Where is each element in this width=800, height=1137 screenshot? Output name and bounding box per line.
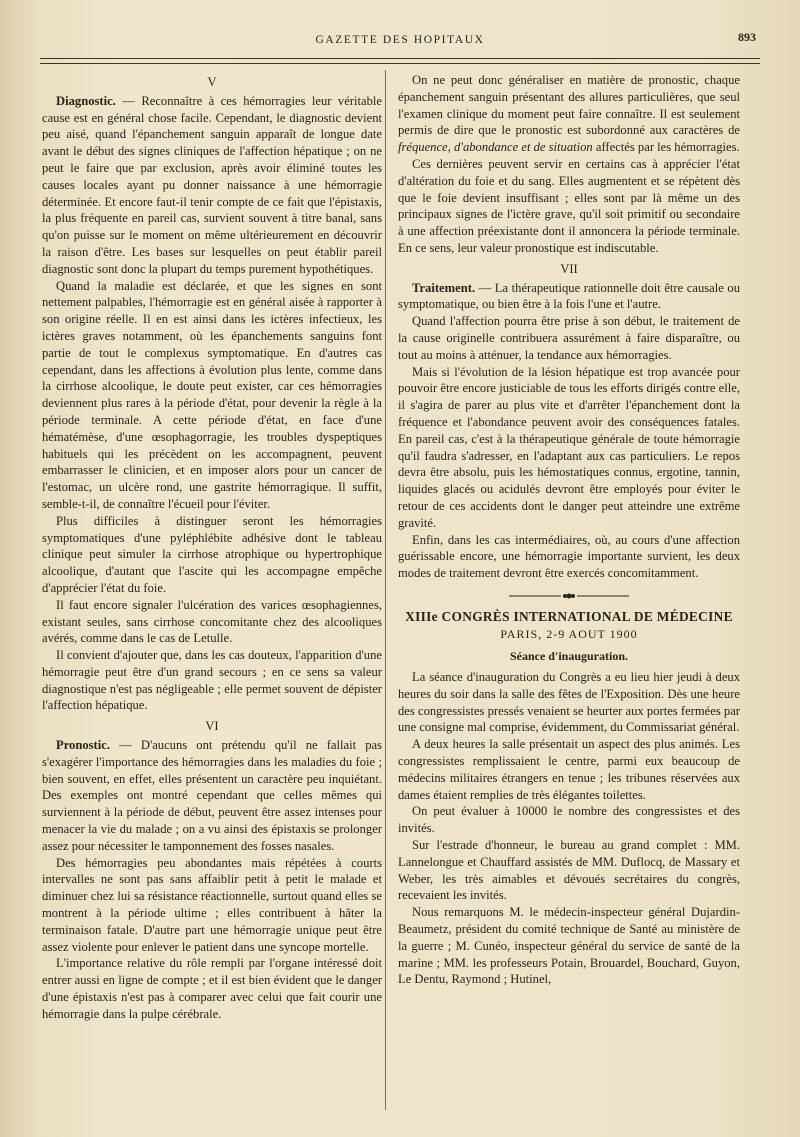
- treatment-paragraph: [398, 280, 740, 314]
- text-run: ,: [447, 140, 454, 155]
- ornament-icon: [509, 592, 629, 600]
- header-rule: [40, 58, 760, 64]
- section-number-vii: VII: [560, 261, 578, 276]
- italic-term: fréquence: [398, 140, 448, 155]
- section-number-v: V: [207, 75, 217, 89]
- paragraph: Des hémorragies peu abondantes mais répétées à courts intervalles ne sont pas sans affaiblir petit à petit le malade et diminuer chez lui sa résistance réactionnelle, surtout quand elles se montrent à la période ultime ; elles contribuent à hâter la terminaison fatale. D'autre part une hémorragie unique peut être assez violente pour enlever le patient dans une syncope mortelle.: [42, 855, 382, 954]
- paragraph: Mais si l'évolution de la lésion hépatique est trop avancée pour pouvoir être encore justiciable de tous les efforts dirigés contre elle, il s'agira de parer au plus vite et d'arrêter l'épanchement dont la fréquence et l'abondance peuvent avoir des conséquences fatales. En pareil cas, c'est à la thérapeutique générale de toute hémorragie qu'il faudra s'adresser, en l'adaptant aux cas particuliers. Le repos devra être absolu, puis les hémostatiques connus, ergotine, tannin, liquides glacés ou acidulés devront être employés pour éviter le retour de ces accidents dont le danger peut atteindre une extrême gravité.: [398, 364, 740, 530]
- treatment-heading: Traitement.: [412, 280, 476, 295]
- italic-term: d'abondance et de situation: [453, 140, 593, 155]
- paragraph: La séance d'inauguration du Congrès a eu lieu hier jeudi à deux heures du soir dans la salle des fêtes de l'Exposition. Dès une heure des congressistes pressés venaient se heurter aux portes fermées par une consigne mal comprise, évidemment, du Commissariat général.: [398, 670, 740, 735]
- prognosis-paragraph: [42, 737, 382, 855]
- paragraph: Nous remarquons M. le médecin-inspecteur général Dujardin-Beaumetz, président du comité technique de Santé au ministère de la guerre ; M. Cunéo, inspecteur général du service de santé de la marine ; MM. les professeurs Potain, Brouardel, Bouchard, Guyon, Le Dentu, Raymond ; Hutinel,: [398, 905, 740, 987]
- paragraph: Quand l'affection pourra être prise à son début, le traitement de la cause originelle contribuera assurément à faire disparaître, ou tout au moins à atténuer, la tendance aux hémorragies.: [398, 314, 740, 362]
- paragraph: Quand la maladie est déclarée, et que les signes en sont nettement palpables, l'hémorragie est en général aisée à rapporter à son origine réelle. Il en est ainsi dans les ictères infectieux, les ictères graves notamment, où les épanchements sanguins font partie de tout le complexus symptomatique. En d'autres cas cependant, dans les affections à évolution plus lente, comme dans la cirrhose alcoolique, le doute peut exister, car ces hémorragies deviennent plus rares à la période d'état, pour devenir la règle à la période terminale. A cette période d'état, en face d'une hématémèse, d'une œsophagorragie, les troubles dyspeptiques habituels qui les précèdent on les accompagnent, peuvent embarrasser le clinicien, et en imposer alors pour un cancer de l'estomac, un ulcère rond, une gastrite hémorragique. Il suffit, semble-t-il, de connaître l'écueil pour l'éviter.: [42, 278, 382, 511]
- prognosis-heading: Pronostic.: [56, 738, 110, 753]
- paragraph: Enfin, dans les cas intermédiaires, où, au cours d'une affection guérissable encore, une hémorragie importante survient, les deux modes de traitement devront être exercés concomitamment.: [398, 532, 740, 581]
- right-column: [398, 72, 740, 988]
- paragraph: Il faut encore signaler l'ulcération des varices œsophagiennes, existant seules, sans cirrhose concomitante chez des alcooliques avérés, comme dans le cas de Letulle.: [42, 597, 382, 646]
- column-divider: [385, 70, 386, 1110]
- diagnostic-heading: Diagnostic.: [56, 93, 116, 108]
- congress-title: XIIIe CONGRÈS INTERNATIONAL DE MÉDECINE: [405, 608, 733, 624]
- treatment-text: — La thérapeutique rationnelle doit être causale ou symptomatique, ou bien être à la fois l'une et l'autre.: [398, 280, 740, 312]
- paragraph: On peut évaluer à 10000 le nombre des congressistes et des invités.: [398, 804, 740, 836]
- diagnostic-paragraph: [42, 93, 382, 278]
- paragraph: Il convient d'ajouter que, dans les cas douteux, l'apparition d'une hémorragie peut être d'un grand secours ; en ce sens sa valeur diagnostique n'est pas négligeable ; elle permet souvent de dépister l'affection hépatique.: [42, 648, 382, 713]
- page-header: [40, 28, 760, 58]
- prognosis-text: — D'aucuns ont prétendu qu'il ne fallait pas s'exagérer l'importance des hémorragies dans les maladies du foie ; bien souvent, en effet, elles présentent un caractère peu inquiétant. Des exemples ont montré cependant que celles mêmes qui surviennent à la période de début, peuvent être assez intenses pour menacer la vie du malade ; on a vu ainsi des épistaxis se prolonger assez pour nécessiter le tamponnement des fosses nasales.: [42, 738, 382, 853]
- paragraph: Sur l'estrade d'honneur, le bureau au grand complet : MM. Lannelongue et Chauffard assistés de MM. Duflocq, de Massary et Weber, les très aimables et dévoués secrétaires du congrès, recevaient les invités.: [398, 838, 740, 903]
- seance-heading: Séance d'inauguration.: [509, 649, 629, 664]
- paragraph: A deux heures la salle présentait un aspect des plus animés. Les congressistes remplissaient le centre, parmi eux beaucoup de médecins militaires étrangers en tenue ; les tribunes réservées aux dames étaient remplies de très élégantes toilettes.: [398, 737, 740, 802]
- text-run: On ne peut donc généraliser en matière de pronostic, chaque épanchement sanguin présentant des allures particulières, que seul l'examen clinique du moment peut faire connaître. Il est seulement permis de dire que le pronostic est subordonné aux caractères de: [398, 73, 740, 138]
- ornament-divider: [398, 588, 740, 605]
- paragraph: L'importance relative du rôle rempli par l'organe intéressé doit entrer aussi en ligne de compte ; et il est bien évident que le danger d'une épistaxis n'est pas à comparer avec celui que fait courir une hémorragie dans la pulpe cérébrale.: [42, 956, 382, 1021]
- diagnostic-text: — Reconnaître à ces hémorragies leur véritable cause est en général chose facile. Cependant, le diagnostic devient peu aisé, quand l'épanchement sanguin apparaît de longue date avant le début des signes cliniques de l'affection hépatique ; on ne peut le faire que par exclusion, après avoir éliminé toutes les causes locales ayant pu donner naissance à une hémorragie déterminée. Et encore faut-il tenir compte de ce fait que l'épistaxis, la plus fréquente en pareil cas, survient souvent à titre banal, sans qu'on puisse sur le moment on même ultérieurement en découvrir la raison d'être. Les bases sur lesquelles on peut établir pareil diagnostic sont donc la plupart du temps purement hypothétiques.: [42, 93, 382, 276]
- text-run: affectés par les hémorragies.: [592, 140, 740, 155]
- congress-subtitle: PARIS, 2-9 AOUT 1900: [500, 626, 638, 641]
- section-number-vi: VI: [205, 719, 219, 734]
- paragraph: [398, 72, 740, 156]
- left-column: [42, 72, 382, 1023]
- page-number: 893: [738, 30, 756, 44]
- paragraph: Plus difficiles à distinguer seront les hémorragies symptomatiques d'une pyléphlébite adhésive dont le tableau clinique peut simuler la cirrhose atrophique ou hypertrophique alcoolique, d'autant que l'ascite qui les accompagne empêche d'apprécier l'état du foie.: [42, 513, 382, 595]
- paragraph: Ces dernières peuvent servir en certains cas à apprécier l'état d'altération du foie et du sang. Elles augmentent et se répètent dès que le foie devient insuffisant ; elles sont par là même un des principaux signes de l'ictère grave, qu'il soit primitif ou secondaire à une affection préexistante dont il annoncera la période terminale. En ce sens, leur valeur pronostique est indiscutable.: [398, 156, 740, 255]
- running-head: GAZETTE DES HOPITAUX: [315, 34, 485, 46]
